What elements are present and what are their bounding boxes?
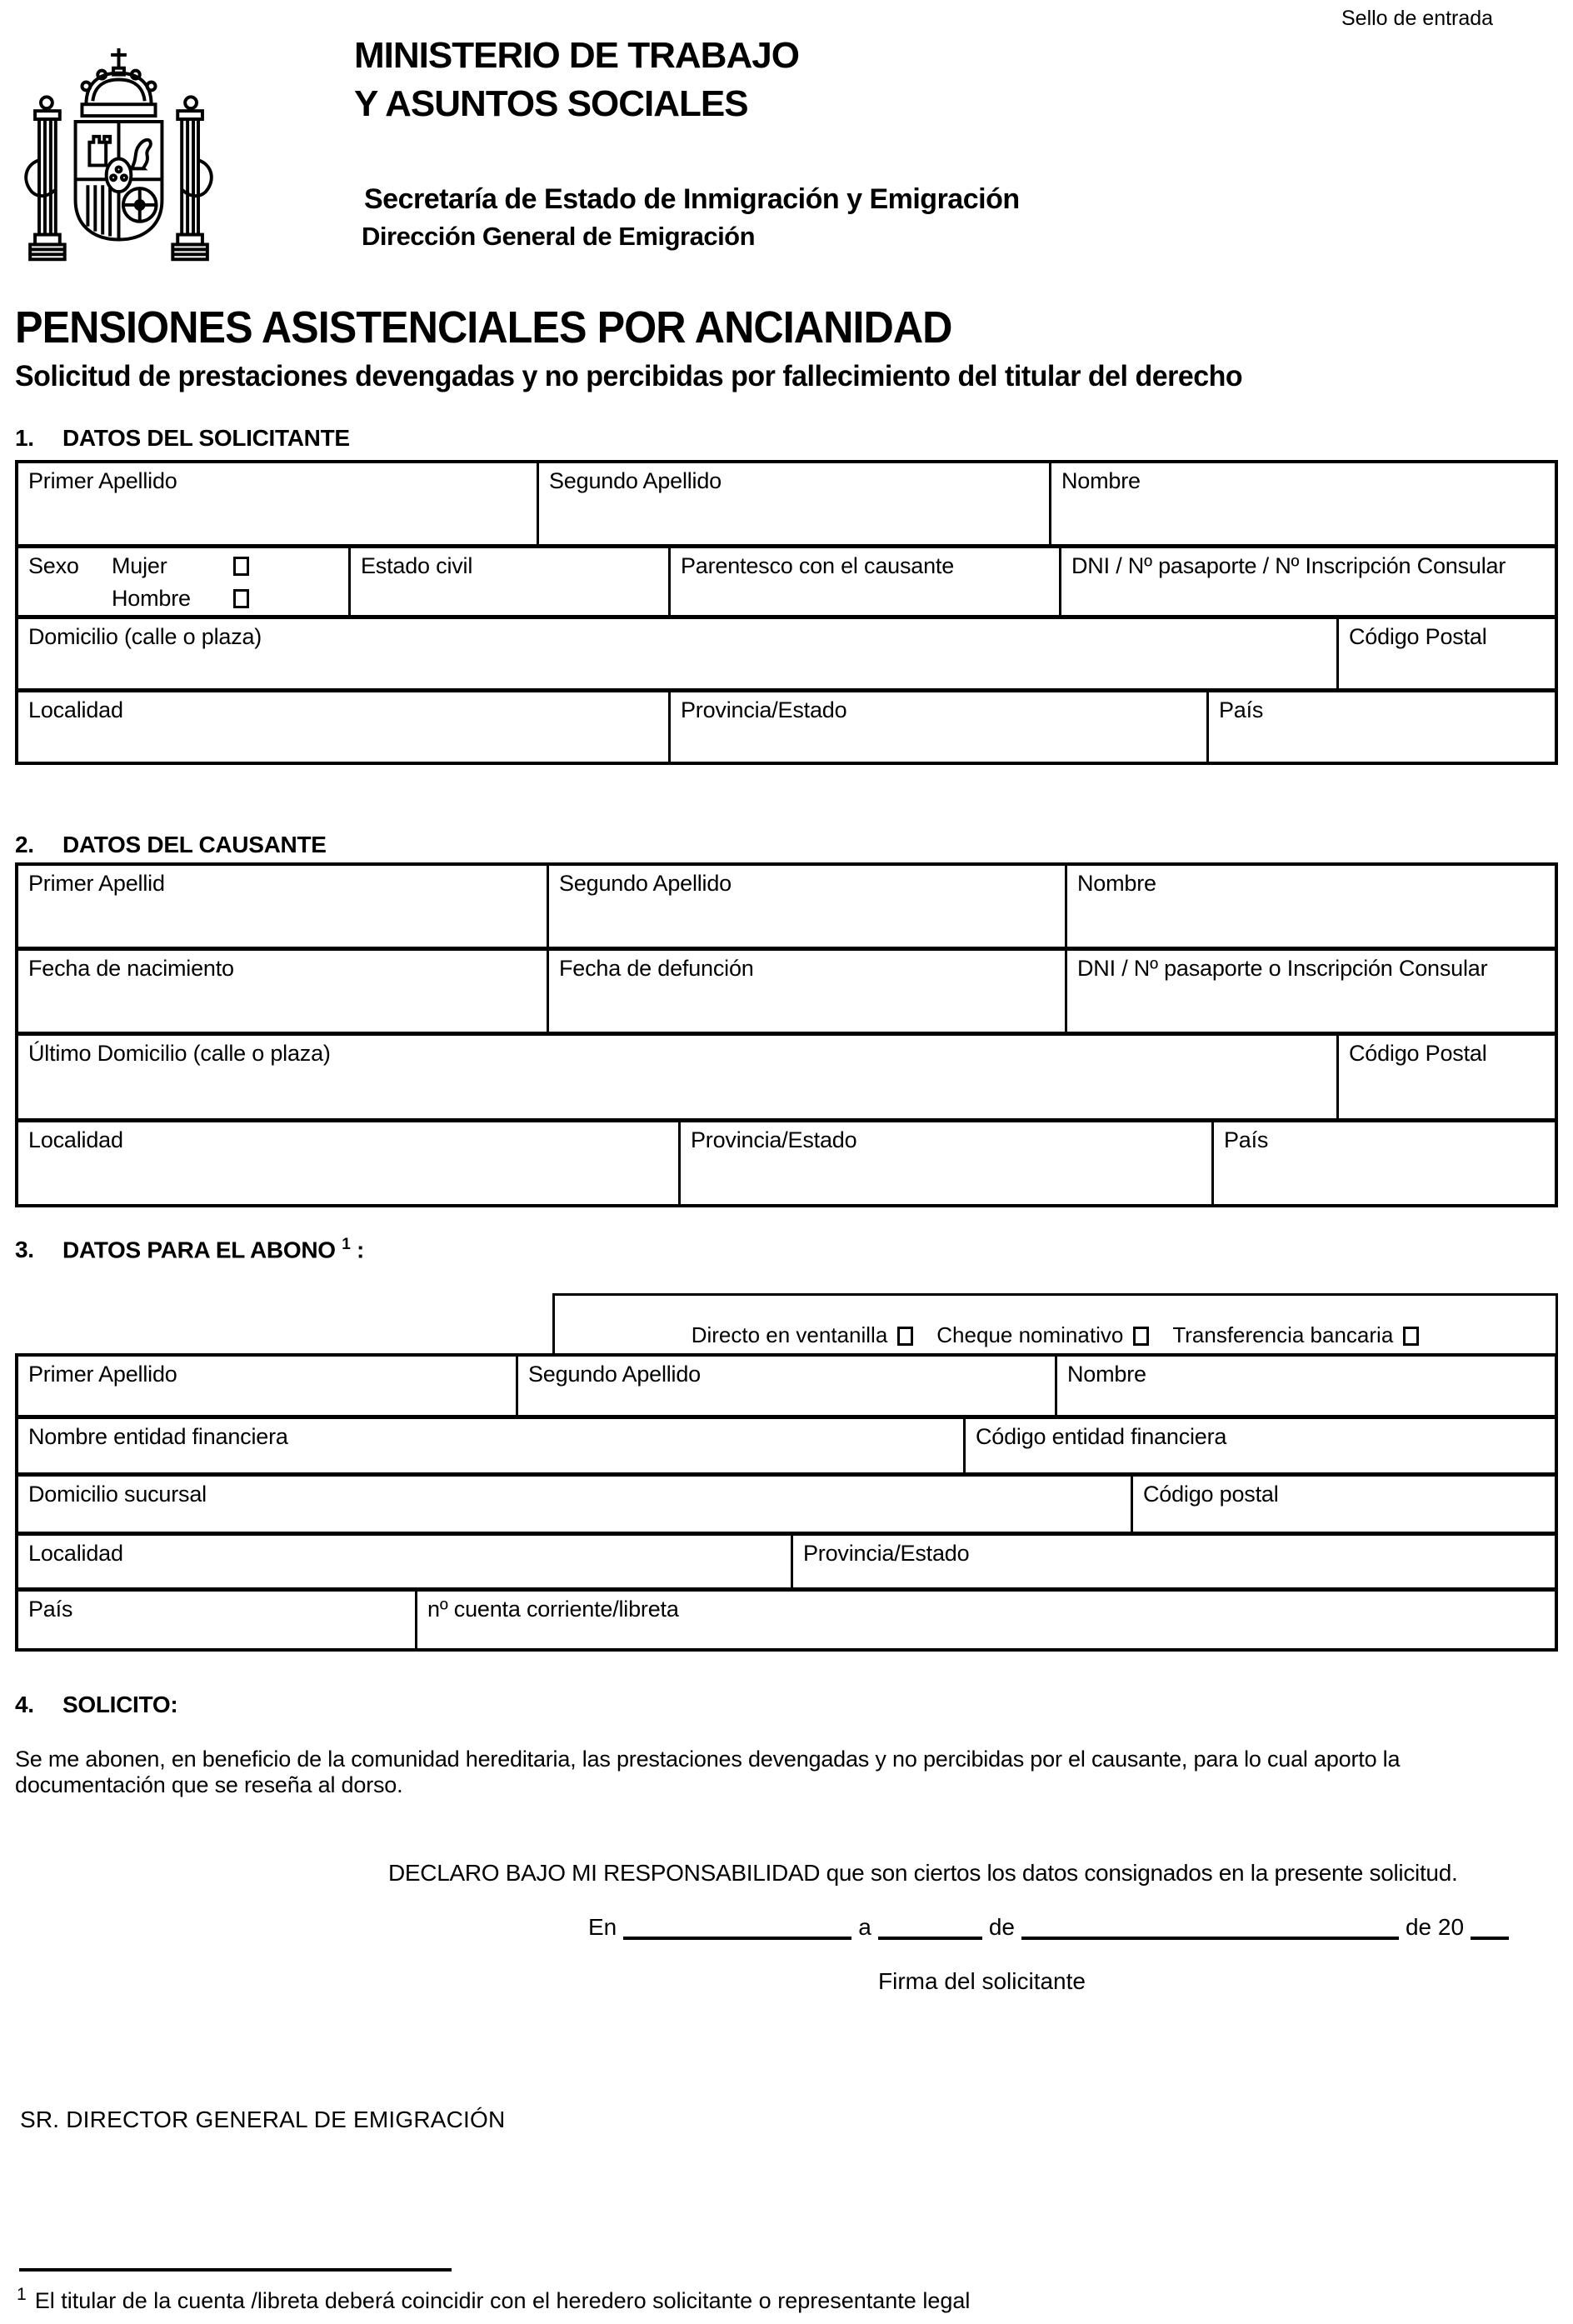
section1-heading-text: DATOS DEL SOLICITANTE	[62, 425, 350, 451]
table-row	[18, 947, 1555, 1032]
secretariat-name: Secretaría de Estado de Inmigración y Emigración	[364, 183, 1020, 215]
solicito-line1: Se me abonen, en beneficio de la comunidad hereditaria, las prestaciones devengadas y no percibidas por el causante, para lo cual aporto la	[15, 1747, 1401, 1772]
field-domicilio[interactable]: Domicilio (calle o plaza)	[28, 624, 262, 649]
field-ultimo-domicilio[interactable]: Último Domicilio (calle o plaza)	[28, 1041, 331, 1066]
transferencia-label: Transferencia bancaria	[1172, 1322, 1394, 1347]
payment-option-transferencia	[1172, 1322, 1419, 1348]
stamp-label: Sello de entrada	[1341, 7, 1494, 30]
field-primer-apellido[interactable]: Primer Apellid	[28, 871, 165, 896]
date-month-blank[interactable]	[1021, 1912, 1399, 1940]
form-subtitle: Solicitud de prestaciones devengadas y no percibidas por fallecimiento del titular del derecho	[15, 360, 1243, 392]
coat-of-arms-logo	[12, 43, 225, 282]
table-row	[18, 615, 1555, 688]
date-en-label: En	[588, 1914, 617, 1940]
section3-heading-colon: :	[356, 1237, 365, 1263]
section4-heading-text: SOLICITO:	[62, 1692, 178, 1717]
field-pais[interactable]: País	[28, 1597, 73, 1622]
payment-option-ventanilla	[692, 1322, 914, 1348]
field-cuenta-corriente[interactable]: nº cuenta corriente/libreta	[415, 1592, 1555, 1648]
payment-option-cheque	[936, 1322, 1149, 1348]
field-codigo-postal[interactable]: Código postal	[1131, 1477, 1555, 1532]
transferencia-checkbox[interactable]	[1403, 1327, 1419, 1346]
field-primer-apellido[interactable]: Primer Apellido	[28, 468, 177, 493]
date-a-label: a	[858, 1914, 871, 1940]
field-codigo-postal[interactable]: Código Postal	[1336, 619, 1555, 688]
table-row	[18, 866, 1555, 947]
ministry-line1: MINISTERIO DE TRABAJO	[354, 35, 799, 76]
addressee-line: SR. DIRECTOR GENERAL DE EMIGRACIÓN	[20, 2107, 506, 2132]
section1-number: 1.	[15, 425, 34, 451]
table-row	[18, 1587, 1555, 1648]
form-title: PENSIONES ASISTENCIALES POR ANCIANIDAD	[15, 302, 952, 352]
table-row	[18, 544, 1555, 615]
mujer-checkbox[interactable]	[233, 557, 249, 576]
footnote-text: El titular de la cuenta /libreta deberá coincidir con el heredero solicitante o representante legal	[34, 2288, 971, 2313]
ministry-line2: Y ASUNTOS SOCIALES	[354, 83, 748, 124]
field-parentesco[interactable]: Parentesco con el causante	[668, 548, 1059, 615]
section3-heading-text: DATOS PARA EL ABONO	[62, 1237, 336, 1263]
field-nombre[interactable]: Nombre	[1055, 1357, 1555, 1415]
causante-table	[15, 862, 1558, 1207]
date-de20-label: de 20	[1405, 1914, 1465, 1940]
date-de-label: de	[988, 1914, 1015, 1940]
spain-coat-of-arms-icon	[12, 43, 225, 278]
field-segundo-apellido[interactable]: Segundo Apellido	[516, 1357, 1055, 1415]
table-row	[18, 1357, 1555, 1415]
field-codigo-entidad[interactable]: Código entidad financiera	[963, 1419, 1555, 1472]
date-year-blank[interactable]	[1471, 1912, 1509, 1940]
field-fecha-defuncion[interactable]: Fecha de defunción	[547, 951, 1065, 1032]
section2-heading	[15, 832, 327, 858]
field-localidad[interactable]: Localidad	[28, 1541, 123, 1566]
directorate-name: Dirección General de Emigración	[362, 222, 756, 251]
section3-number: 3.	[15, 1237, 34, 1263]
field-fecha-nacimiento[interactable]: Fecha de nacimiento	[28, 956, 234, 981]
table-row	[18, 463, 1555, 544]
section4-heading	[15, 1692, 177, 1718]
section1-heading	[15, 425, 350, 452]
abono-table	[15, 1353, 1558, 1652]
ventanilla-label: Directo en ventanilla	[691, 1322, 888, 1347]
section2-heading-text: DATOS DEL CAUSANTE	[62, 832, 327, 857]
field-estado-civil[interactable]: Estado civil	[348, 548, 668, 615]
table-row	[18, 1532, 1555, 1587]
hombre-checkbox[interactable]	[233, 589, 249, 608]
sexo-label: Sexo	[28, 553, 79, 578]
section3-footnote-ref: 1	[342, 1236, 351, 1253]
field-localidad[interactable]: Localidad	[28, 1127, 123, 1152]
date-place-blank[interactable]	[623, 1912, 851, 1940]
footnote-number: 1	[17, 2285, 27, 2304]
field-provincia[interactable]: Provincia/Estado	[668, 692, 1206, 762]
table-row	[18, 1472, 1555, 1532]
cheque-label: Cheque nominativo	[936, 1322, 1124, 1347]
signature-label: Firma del solicitante	[878, 1968, 1086, 1994]
section4-number: 4.	[15, 1692, 34, 1717]
field-pais[interactable]: País	[1206, 692, 1555, 762]
declaration-text: DECLARO BAJO MI RESPONSABILIDAD que son ciertos los datos consignados en la presente solicitud.	[388, 1860, 1458, 1886]
hombre-label: Hombre	[112, 586, 191, 611]
mujer-label: Mujer	[112, 553, 167, 578]
table-row	[18, 1415, 1555, 1472]
cheque-checkbox[interactable]	[1133, 1327, 1149, 1346]
field-dni[interactable]: DNI / Nº pasaporte / Nº Inscripción Consular	[1059, 548, 1555, 615]
solicito-line2: documentación que se reseña al dorso.	[15, 1772, 403, 1797]
field-provincia[interactable]: Provincia/Estado	[791, 1536, 1555, 1587]
field-primer-apellido[interactable]: Primer Apellido	[28, 1362, 177, 1387]
section3-heading	[15, 1236, 364, 1263]
ventanilla-checkbox[interactable]	[897, 1327, 913, 1346]
footnote-divider	[19, 2268, 452, 2272]
field-domicilio-sucursal[interactable]: Domicilio sucursal	[28, 1482, 207, 1507]
solicitante-table	[15, 460, 1558, 765]
field-segundo-apellido[interactable]: Segundo Apellido	[537, 463, 1049, 544]
solicito-paragraph	[15, 1747, 1561, 1798]
ministry-name	[354, 32, 799, 128]
field-nombre[interactable]: Nombre	[1049, 463, 1555, 544]
footnote	[17, 2285, 1550, 2314]
field-pais[interactable]: País	[1211, 1122, 1555, 1204]
date-day-blank[interactable]	[878, 1912, 982, 1940]
field-segundo-apellido[interactable]: Segundo Apellido	[547, 866, 1065, 947]
payment-method-box	[552, 1293, 1558, 1357]
table-row	[18, 1032, 1555, 1118]
field-codigo-postal[interactable]: Código Postal	[1336, 1036, 1555, 1118]
field-provincia[interactable]: Provincia/Estado	[678, 1122, 1211, 1204]
field-dni[interactable]: DNI / Nº pasaporte o Inscripción Consular	[1065, 951, 1555, 1032]
field-localidad[interactable]: Localidad	[28, 697, 123, 722]
field-entidad-financiera[interactable]: Nombre entidad financiera	[28, 1424, 288, 1449]
table-row	[18, 688, 1555, 762]
date-line	[588, 1912, 1516, 1941]
table-row	[18, 1118, 1555, 1204]
field-sexo	[18, 548, 348, 615]
section2-number: 2.	[15, 832, 34, 857]
field-nombre[interactable]: Nombre	[1065, 866, 1555, 947]
